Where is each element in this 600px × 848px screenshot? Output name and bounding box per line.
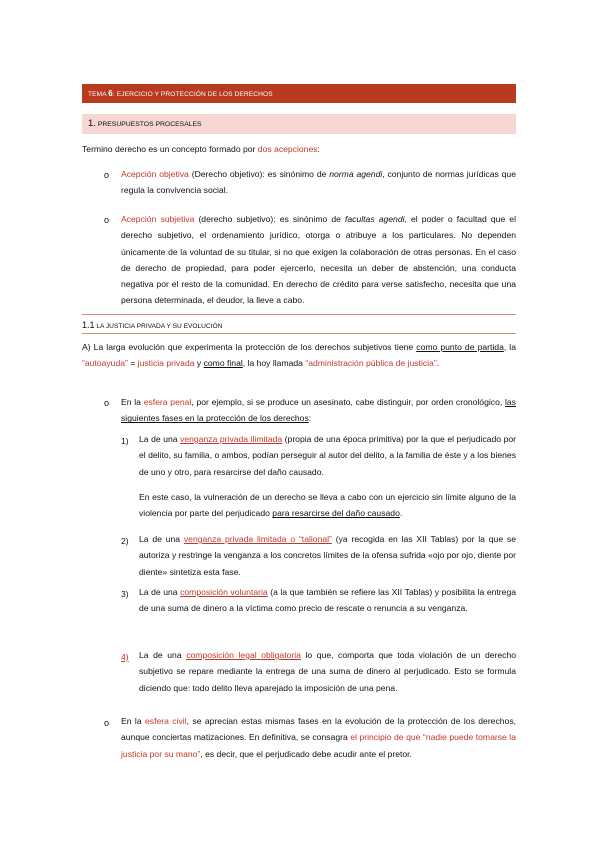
paragraph-a: A) La larga evolución que experimenta la protección de los derechos subjetivos tiene como punto de partida, la “autoayuda” = justicia privada y como final, la hoy llamada “administración pública de justicia”. — [82, 342, 516, 369]
objetiva-paragraph: Acepción objetiva (Derecho objetivo): es sinónimo de norma agendi, conjunto de normas jurídicas que regula la convivencia social. — [121, 169, 516, 196]
intro-paragraph: Termino derecho es un concepto formado por dos acepciones: — [82, 144, 320, 154]
fase-3-paragraph: La de una composición voluntaria (a la que también se refiere las XII Tablas) y posibilita la entrega de una suma de dinero a la víctima como precio de rescate o renuncia a su venganza. — [139, 587, 517, 614]
fase-4-term: composición legal obligatoria — [186, 650, 301, 660]
topic-header — [82, 84, 516, 103]
section-1-1-title: LA JUSTICIA PRIVADA Y SU EVOLUCIÓN — [94, 323, 223, 330]
section-1-1-heading — [82, 314, 516, 334]
fase-1-term: venganza privada ilimitada — [180, 434, 283, 444]
tema-title: : EJERCICIO Y PROTECCIÓN DE LOS DERECHOS — [112, 91, 273, 98]
civil-paragraph: En la esfera civil, se aprecian estas mismas fases en la evolución de la protección de los derechos, aunque conciertas matizaciones. En definitiva, se consagra el principio de que “nadie puede tomarse la justicia por su mano”, es decir, que el perjudicado debe acudir ante el pretor. — [121, 716, 517, 759]
tema-label: TEMA — [88, 91, 109, 98]
fase-number: 1) — [121, 436, 129, 446]
subjetiva-paragraph: Acepción subjetiva (derecho subjetivo): es sinónimo de facultas agendi, el poder o facultad que el derecho subjetivo, el ordenamiento jurídico, otorga o atribuye a los particulares. No dependen únicamente de la voluntad de su titular, si no que exigen la colaboración de otras personas. En el caso de derecho de propiedad, para poder ejercerlo, necesita un deber de abstención, una conducta negativa por el resto de la comunidad. En derecho de crédito para verse satisfecho, necesita que una persona determinada, el deudor, la lleve a cabo. — [121, 214, 516, 306]
fase-1-paragraph: La de una venganza privada ilimitada (propia de una época primitiva) por la que el perjudicado por el delito, su familia, o ambos, podían perseguir al autor del delito, a la familia de éste y a los bienes de uno y otro, para resarcirse del daño causado. — [139, 434, 516, 477]
penal-paragraph: En la esfera penal, por ejemplo, si se produce un asesinato, cabe distinguir, por orden cronológico, las siguientes fases en la protección de los derechos: — [121, 397, 516, 424]
fase-2-paragraph: La de una venganza privada limitada o “talional” (ya recogida en las XII Tablas) por la que se autoriza y restringe la venganza a los concretos límites de la ofensa sufrida «ojo por ojo, diente por diente» sintetiza esta fase. — [139, 534, 516, 577]
bullet-icon: o — [104, 170, 110, 180]
bullet-icon: o — [104, 215, 110, 225]
intro-highlight: dos acepciones — [257, 144, 318, 154]
fase-4-paragraph: La de una composición legal obligatoria lo que, comporta que toda violación de un derecho subjetivo se repare mediante la entrega de una suma de dinero al perjudicado. Esto se formula diciendo que: todo delito lleva aparejado la imposición de una pena. — [139, 650, 517, 693]
fase-2-term: venganza privada limitada o “talional” — [183, 534, 332, 544]
objetiva-term: Acepción objetiva — [121, 169, 189, 179]
section-1-number: 1. — [88, 118, 96, 129]
section-1-title: PRESUPUESTOS PROCESALES — [97, 121, 202, 128]
section-1-1-number: 1.1 — [82, 320, 95, 330]
fase-number: 4) — [121, 652, 129, 662]
tema-number: 6 — [108, 89, 113, 98]
bullet-icon: o — [104, 398, 110, 408]
subjetiva-term: Acepción subjetiva — [121, 214, 195, 224]
fase-number: 2) — [121, 536, 129, 546]
fase-number: 3) — [121, 589, 129, 599]
fase-1-extra-paragraph: En este caso, la vulneración de un derecho se lleva a cabo con un ejercicio sin límite alguno de la violencia por parte del perjudicado para resarcirse del daño causado. — [139, 492, 516, 519]
fase-3-term: composición voluntaria — [180, 587, 268, 597]
bullet-icon: o — [104, 718, 110, 728]
section-1-heading — [82, 114, 516, 134]
